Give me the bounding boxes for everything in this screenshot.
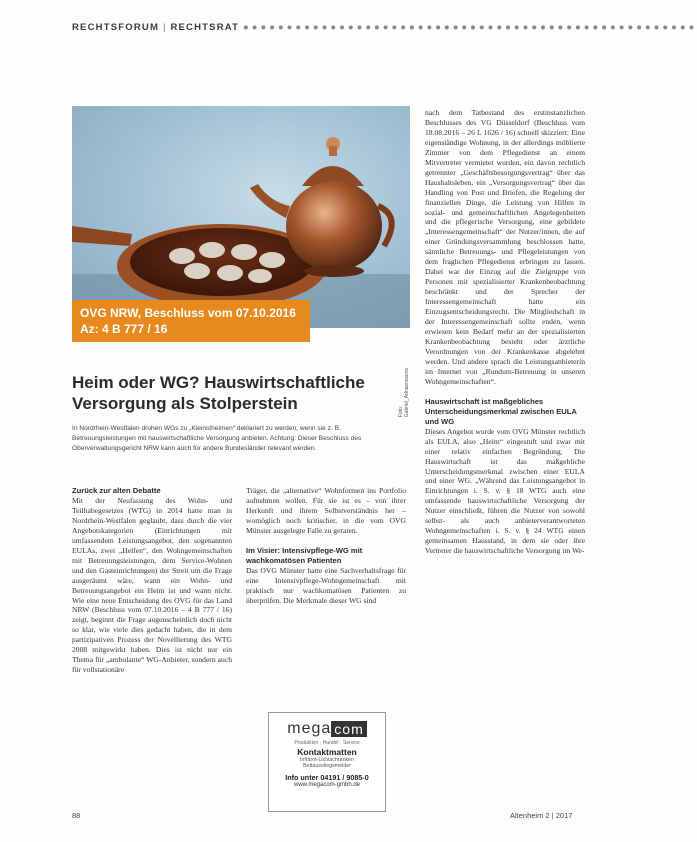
paragraph: Mit der Neufassung des Wohn- und Teilhabegesetzes (WTG) in 2014 hatte man in Nordrhein-Westfalen geglaubt, dass durch die vier Angebotskategorien (Einrichtungen mit umfassendem Leistungsangebot, den sogenannten EULAs, zwei „Helfen“, den Wohngemeinschaften mit Betreuungsleistungen, dem Service-Wohnen und den Gasteinrichtungen) der Streit um die Frage ausgeräumt wäre, wann ein Wohn- und Betreuungsangebot ein Heim ist und wann nicht. Wie eine neue Entscheidung des OVG für das Land NRW (Beschluss vom 07.10.2016 – 4 B 777 / 16) zeigt, beginnt die Frage augenscheinlich doch nicht so klar, wie viele dies gedacht haben, die in dem partizipativen Prozess der Novellierung des WTG 2008 mitgewirkt haben. Dies ist nicht nur ein Thema für „ambulante“ WG-Anbieter, sondern auch für vollstationäre — [72, 496, 232, 675]
rubric-sub: RECHTSRAT — [170, 22, 240, 33]
text-column-3 — [425, 108, 585, 823]
ad-website-link[interactable]: www.megacom-gmbh.de — [293, 781, 361, 788]
article-teaser: In Nordrhein-Westfalen drohen WGs zu „Kleinstheimen“ deklariert zu werden, wenn sie z. B. Betreuungsleistungen mit hauswirtschaftliche Versorgung anbieten. Achtung: Dieser Beschluss des Oberverwaltungsgericht NRW kann auch für andere Bundesländer relevant werden. — [72, 425, 362, 452]
page-number: 88 — [72, 811, 81, 820]
paragraph: Das OVG Münster hatte eine Sachverhaltsfrage für eine Intensivpflege-Wohngemeinschaft mit praktisch nur wachkomatösen Patienten zu überprüfen. Die Merkmale dieser WG sind — [246, 565, 406, 605]
ruling-caption-box — [72, 300, 310, 342]
rubric-main: RECHTSFORUM — [72, 22, 160, 33]
subhead-hauswirtschaft: Hauswirtschaft ist maßgebliches Unterscheidungsmerkmal zwischen EULA und WG — [425, 396, 577, 426]
paragraph: Dieses Angebot wurde vom OVG Münster rechtlich als EULA, also „Heim“ eingestuft und zwar mit einer relativ einfachen Begründung. Die Hauswirtschaft ist das maßgebliche Unterscheidungsmerkmal zwischen einer EULA und einer WG. „Während das Leistungsangebot in Einrichtungen i. S. v. § 18 WTG auch eine umfassende hauswirtschaftliche Versorgung der Nutzer einschließt, führen die Nutzer von sowohl selbst- als auch anbieterverantworteten Wohngemeinschaften i. S. v. § 24 WTG einen gemeinsamen Hausstand, in dem sie oder ihre Vertreter die hauswirtschaftliche Versorgung im We- — [425, 426, 585, 556]
subhead-zurueck: Zurück zur alten Debatte — [72, 486, 161, 495]
ad-detail-1: Infrarot-Lichtschranken — [299, 757, 355, 763]
text-column-1 — [72, 486, 232, 822]
issue-footer: Altenheim 2 | 2017 — [510, 811, 573, 820]
ad-subline: Produktion · Handel · Service — [294, 740, 360, 746]
ad-phone: Info unter 04191 / 9085-0 — [285, 772, 369, 782]
megacom-logo: mega com — [269, 719, 385, 739]
section-rubric — [72, 22, 697, 33]
rubric-dotted-rule: ●●●●●●●●●●●●●●●●●●●●●●●●●●●●●●●●●●●●●●●●●●●●●●●●●●●● — [242, 22, 697, 33]
pan-and-teapot-image — [72, 106, 410, 328]
caption-line-1: OVG NRW, Beschluss vom 07.10.2016 — [80, 306, 296, 320]
paragraph: nach dem Tatbestand des erstinstanzlichen Beschlusses des VG Düsseldorf (Beschluss vom 18.08.2016 – 26 L 1626 / 16) schnell skizziert: Eine eigenständige Wohnung, in der allerdings möblierte Zimmer von dem Pflegedienst an einem Mitvertreter vermietet wurden, ein davon rechtlich getrennter „Geschäftsbesorgungsvertrag“ über das Haushaltsleben, ein „Versorgungsvertrag“ über das Handling von Post und Briefen, die Regelung der finanziellen Dinge, die Leistung von Hilfen in sozial- und gemeinschaftlichen Angelegenheiten und die pflegerische Versorgung, eine gebildete „Interessengemeinschaft“ der Nutzer/innen, die auf einer Gründungsversammlung beschlossen hatte, sämtliche Betreuungs- und Pflegeleistungen von dem fraglichen Pflegedienst erbringen zu lassen. Dabei war der Einzug auf die Zielgruppe von Personen mit spezialisierter Krankenbeobachtung beschränkt und der Sprecher der Interessengemeinschaft hatte ein Einzugsentscheidungsrecht. Die Mitgliedschaft in der Interessengemeinschaft sollte enden, wenn erwiesen kein Bedarf mehr an der spezialisierten Krankenbeobachtung besteht oder ärztliche Verordnungen von der Krankenkasse abgelehnt werden. Und andere sprach die Leistungsanbieterin im Internet von „Rundum-Betreuung in unseren Wohngemeinschaften“. — [425, 108, 585, 386]
article-headline: Heim oder WG? Hauswirtschaftliche Versorgung als Stolperstein — [72, 373, 365, 413]
ad-detail-2: Bettausstiegsmelder — [303, 763, 351, 770]
text-column-2 — [246, 486, 406, 700]
photo-credit: Foto: Gabriel_Adriaenssens — [398, 367, 410, 418]
caption-line-2: Az: 4 B 777 / 16 — [80, 322, 168, 336]
megacom-advertisement[interactable] — [268, 712, 386, 812]
subhead-intensivpflege: Im Visier: Intensivpflege-WG mit wachkomatösen Patienten — [246, 545, 363, 565]
paragraph: Träger, die „alternative“ Wohnformen ins Portfolio aufnehmen wollen. Für sie ist es – von ihrer Herkunft und ihrem Selbstverständnis her – womöglich noch kritischer, in die vom OVG Münster ausgelegte Falle zu geraten. — [246, 486, 406, 535]
ad-title: Kontaktmatten — [297, 747, 357, 757]
rubric-separator: | — [162, 22, 167, 33]
